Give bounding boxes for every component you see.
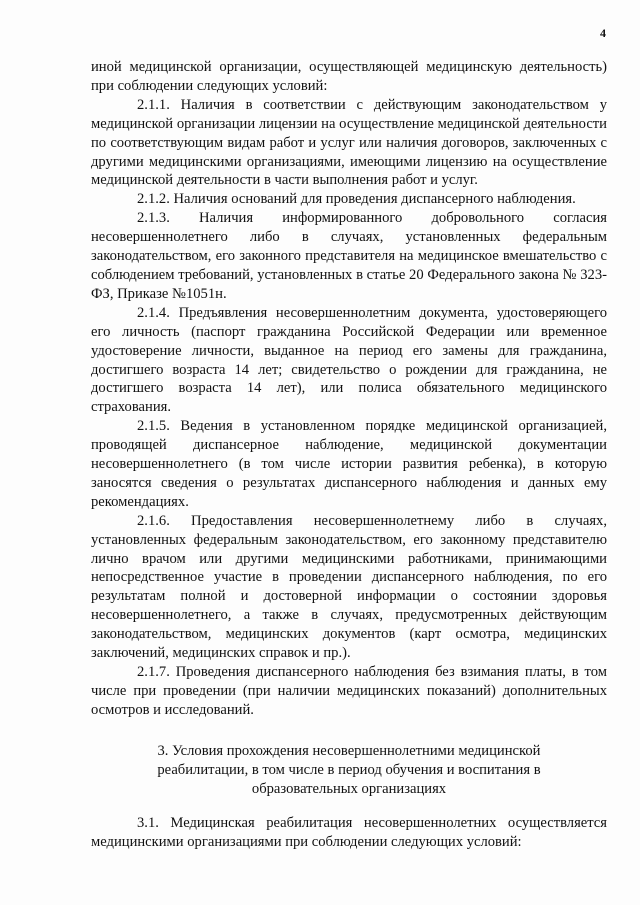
paragraph-2-1-1: 2.1.1. Наличия в соответствии с действующим законодательством у медицинской организации лицензии на осуществление медицинской деятельности по соответствующим видам работ и услуг или наличия договоров, заключенных с другими медицинскими организациями, имеющими лицензию на осуществление медицинской деятельности в части выполнения работ и услуг.	[91, 96, 607, 189]
paragraph-3-1: 3.1. Медицинская реабилитация несовершеннолетних осуществляется медицинскими организациями при соблюдении следующих условий:	[91, 815, 607, 851]
paragraph-2-1-7: 2.1.7. Проведения диспансерного наблюдения без взимания платы, в том числе при проведении (при наличии медицинских показаний) дополнительных осмотров и исследований.	[91, 664, 607, 718]
section-heading-line: 3. Условия прохождения несовершеннолетними медицинской	[157, 742, 541, 759]
document-body	[91, 58, 607, 852]
page-number: 4	[600, 26, 606, 40]
paragraph-continuation: иной медицинской организации, осуществляющей медицинскую деятельность) при соблюдении следующих условий:	[91, 59, 607, 94]
paragraph-2-1-6: 2.1.6. Предоставления несовершеннолетнему либо в случаях, установленных федеральным законодательством, его законному представителю лично врачом или другими медицинскими работниками, принимающими непосредственное участие в проведении диспансерного наблюдения, по его результатам полной и достоверной информации о состоянии здоровья несовершеннолетнего, а также в случаях, предусмотренных действующим законодательством, медицинских документов (карт осмотра, медицинских заключений, медицинских справок и пр.).	[91, 512, 607, 662]
paragraph-2-1-3: 2.1.3. Наличия информированного добровольного согласия несовершеннолетнего либо в случаях, установленных федеральным законодательством, его законного представителя на медицинское вмешательство с соблюдением требований, установленных в статье 20 Федерального закона № 323-ФЗ, Приказе №1051н.	[91, 210, 607, 302]
section-heading-line: реабилитации, в том числе в период обучения и воспитания в	[157, 761, 541, 778]
paragraph-2-1-2: 2.1.2. Наличия оснований для проведения диспансерного наблюдения.	[137, 191, 576, 208]
section-3-heading	[91, 742, 607, 799]
paragraph-2-1-5: 2.1.5. Ведения в установленном порядке медицинской организацией, проводящей диспансерное наблюдение, медицинской документации несовершеннолетнего (в том числе истории развития ребенка), в которую заносятся сведения о результатах диспансерного наблюдения и данных ему рекомендациях.	[91, 418, 607, 510]
section-heading-line: образовательных организациях	[251, 780, 447, 797]
paragraph-2-1-4: 2.1.4. Предъявления несовершеннолетним документа, удостоверяющего его личность (паспорт гражданина Российской Федерации или временное удостоверение личности, выданное на период его замены для гражданина, достигшего возраста 14 лет; свидетельство о рождении для гражданина, не достигшего возраста 14 лет), или полиса обязательного медицинского страхования.	[91, 304, 607, 416]
